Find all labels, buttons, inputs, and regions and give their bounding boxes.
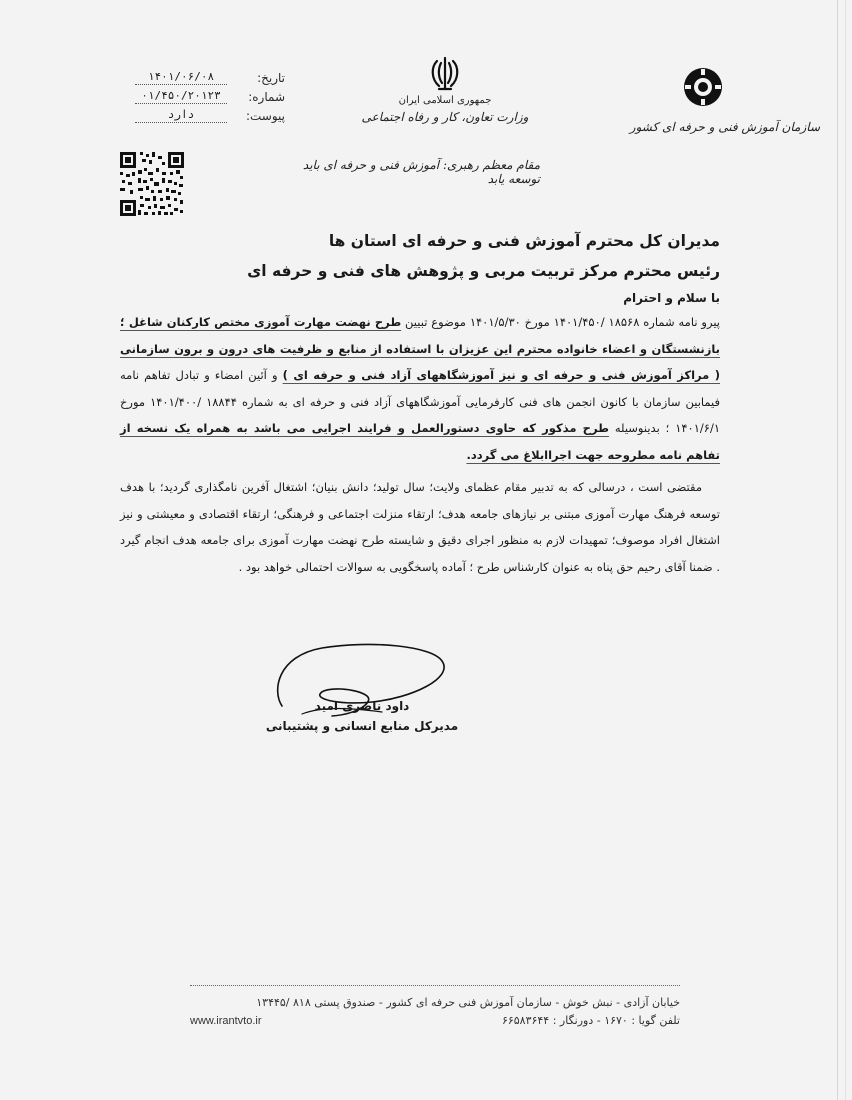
addressee-line: مدیران کل محترم آموزش فنی و حرفه ای استان ها — [328, 232, 720, 250]
letter-body — [120, 226, 720, 580]
paragraph-text: پیرو نامه شماره ۱۸۵۶۸ /۱۴۰۱/۴۵۰ مورخ ۱۴۰۱/۵/۳۰ موضوع تبیین — [401, 315, 720, 329]
date-label: تاریخ: — [257, 71, 285, 85]
page-edge-line — [845, 0, 846, 1100]
qr-code-icon — [118, 150, 186, 218]
footer-address: خیابان آزادی - نبش خوش - سازمان آموزش فنی حرفه ای کشور - صندوق پستی ۸۱۸ /۱۳۴۴۵ — [256, 996, 680, 1009]
attachment-row — [135, 104, 285, 123]
signatory-name: داود ناصری امید — [314, 699, 410, 713]
greeting: با سلام و احترام — [623, 291, 720, 305]
paragraph-text: و آئین امضاء و تبادل تفاهم نامه فیمابین سازمان با کانون انجمن های فنی کارفرمایی آموزشگاههای آزاد فنی و حرفه ای به شماره ۱۸۸۴۴ /۱۴۰۱/۴۰۰ مورخ ۱۴۰۱/۶/۱ ؛ بدینوسیله — [120, 368, 721, 435]
government-name: جمهوری اسلامی ایران — [398, 95, 492, 106]
footer-phones: تلفن گویا : ۱۶۷۰ - دورنگار : ۶۶۵۸۳۶۴۴ — [501, 1014, 680, 1027]
footer-website: www.irantvto.ir — [190, 1015, 262, 1027]
footer-contacts — [190, 1012, 680, 1030]
footer-divider — [190, 985, 680, 986]
number-label: شماره: — [248, 90, 285, 104]
date-value: ۱۴۰۱/۰۶/۰۸ — [135, 70, 227, 85]
attachment-label: پیوست: — [245, 109, 285, 123]
paragraph-1 — [120, 309, 720, 468]
government-header — [350, 55, 540, 124]
ministry-name: وزارت تعاون، کار و رفاه اجتماعی — [361, 110, 529, 124]
signatory — [262, 696, 462, 736]
letter-meta — [135, 66, 285, 123]
letter-footer — [190, 994, 680, 1030]
tvto-logo-icon — [682, 66, 724, 108]
date-row — [135, 66, 285, 85]
organization-name: سازمان آموزش فنی و حرفه ای کشور — [629, 120, 820, 134]
number-value: ۰۱/۴۵۰/۲۰۱۲۳ — [135, 89, 227, 104]
page-edge-line — [837, 0, 838, 1100]
addressee-line: رئیس محترم مرکز تربیت مربی و پژوهش های فنی و حرفه ای — [247, 262, 720, 280]
underlined-emphasis: طرح نهضت مهارت آموزی مختص کارکنان شاغل ؛ بازنشستگان و اعضاء خانواده محترم این عزیزان با استفاده از منابع و ظرفیت های درون و برون سازمانی ( مراکز آموزش فنی و حرفه ای و نیز آموزشگاههای آزاد فنی و حرفه ای ) — [120, 315, 721, 382]
leader-quote: مقام معظم رهبری: آموزش فنی و حرفه ای باید توسعه یابد — [302, 158, 540, 186]
number-row — [135, 85, 285, 104]
iran-emblem-icon — [427, 55, 463, 93]
underlined-emphasis: طرح مذکور که حاوی دستورالعمل و فرایند اجرایی می باشد به همراه یک نسخه از تفاهم نامه مطروحه جهت اجراابلاغ می گردد. — [120, 421, 720, 462]
signatory-title: مدیرکل منابع انسانی و پشتیبانی — [265, 719, 459, 733]
paragraph-2: مقتضی است ، درسالی که به تدبیر مقام عظمای ولایت؛ سال تولید؛ دانش بنیان؛ اشتغال آفرین نامگذاری گردید؛ با هدف توسعه فرهنگ مهارت آموزی مبتنی بر نیازهای جامعه هدف؛ ارتقاء منزلت اجتماعی و فرهنگی؛ ارتقاء اقتصادی و معیشتی و نیز اشتغال افراد موصوف؛ تمهیدات لازم به منظور اجرای دقیق و شایسته طرح نهضت مهارت آموزی برای جامعه هدف انجام گیرد . ضمنا آقای رحیم حق پناه به عنوان کارشناس طرح ؛ آماده پاسخگویی به سوالات احتمالی خواهد بود . — [120, 480, 720, 574]
attachment-value: دارد — [135, 108, 227, 123]
